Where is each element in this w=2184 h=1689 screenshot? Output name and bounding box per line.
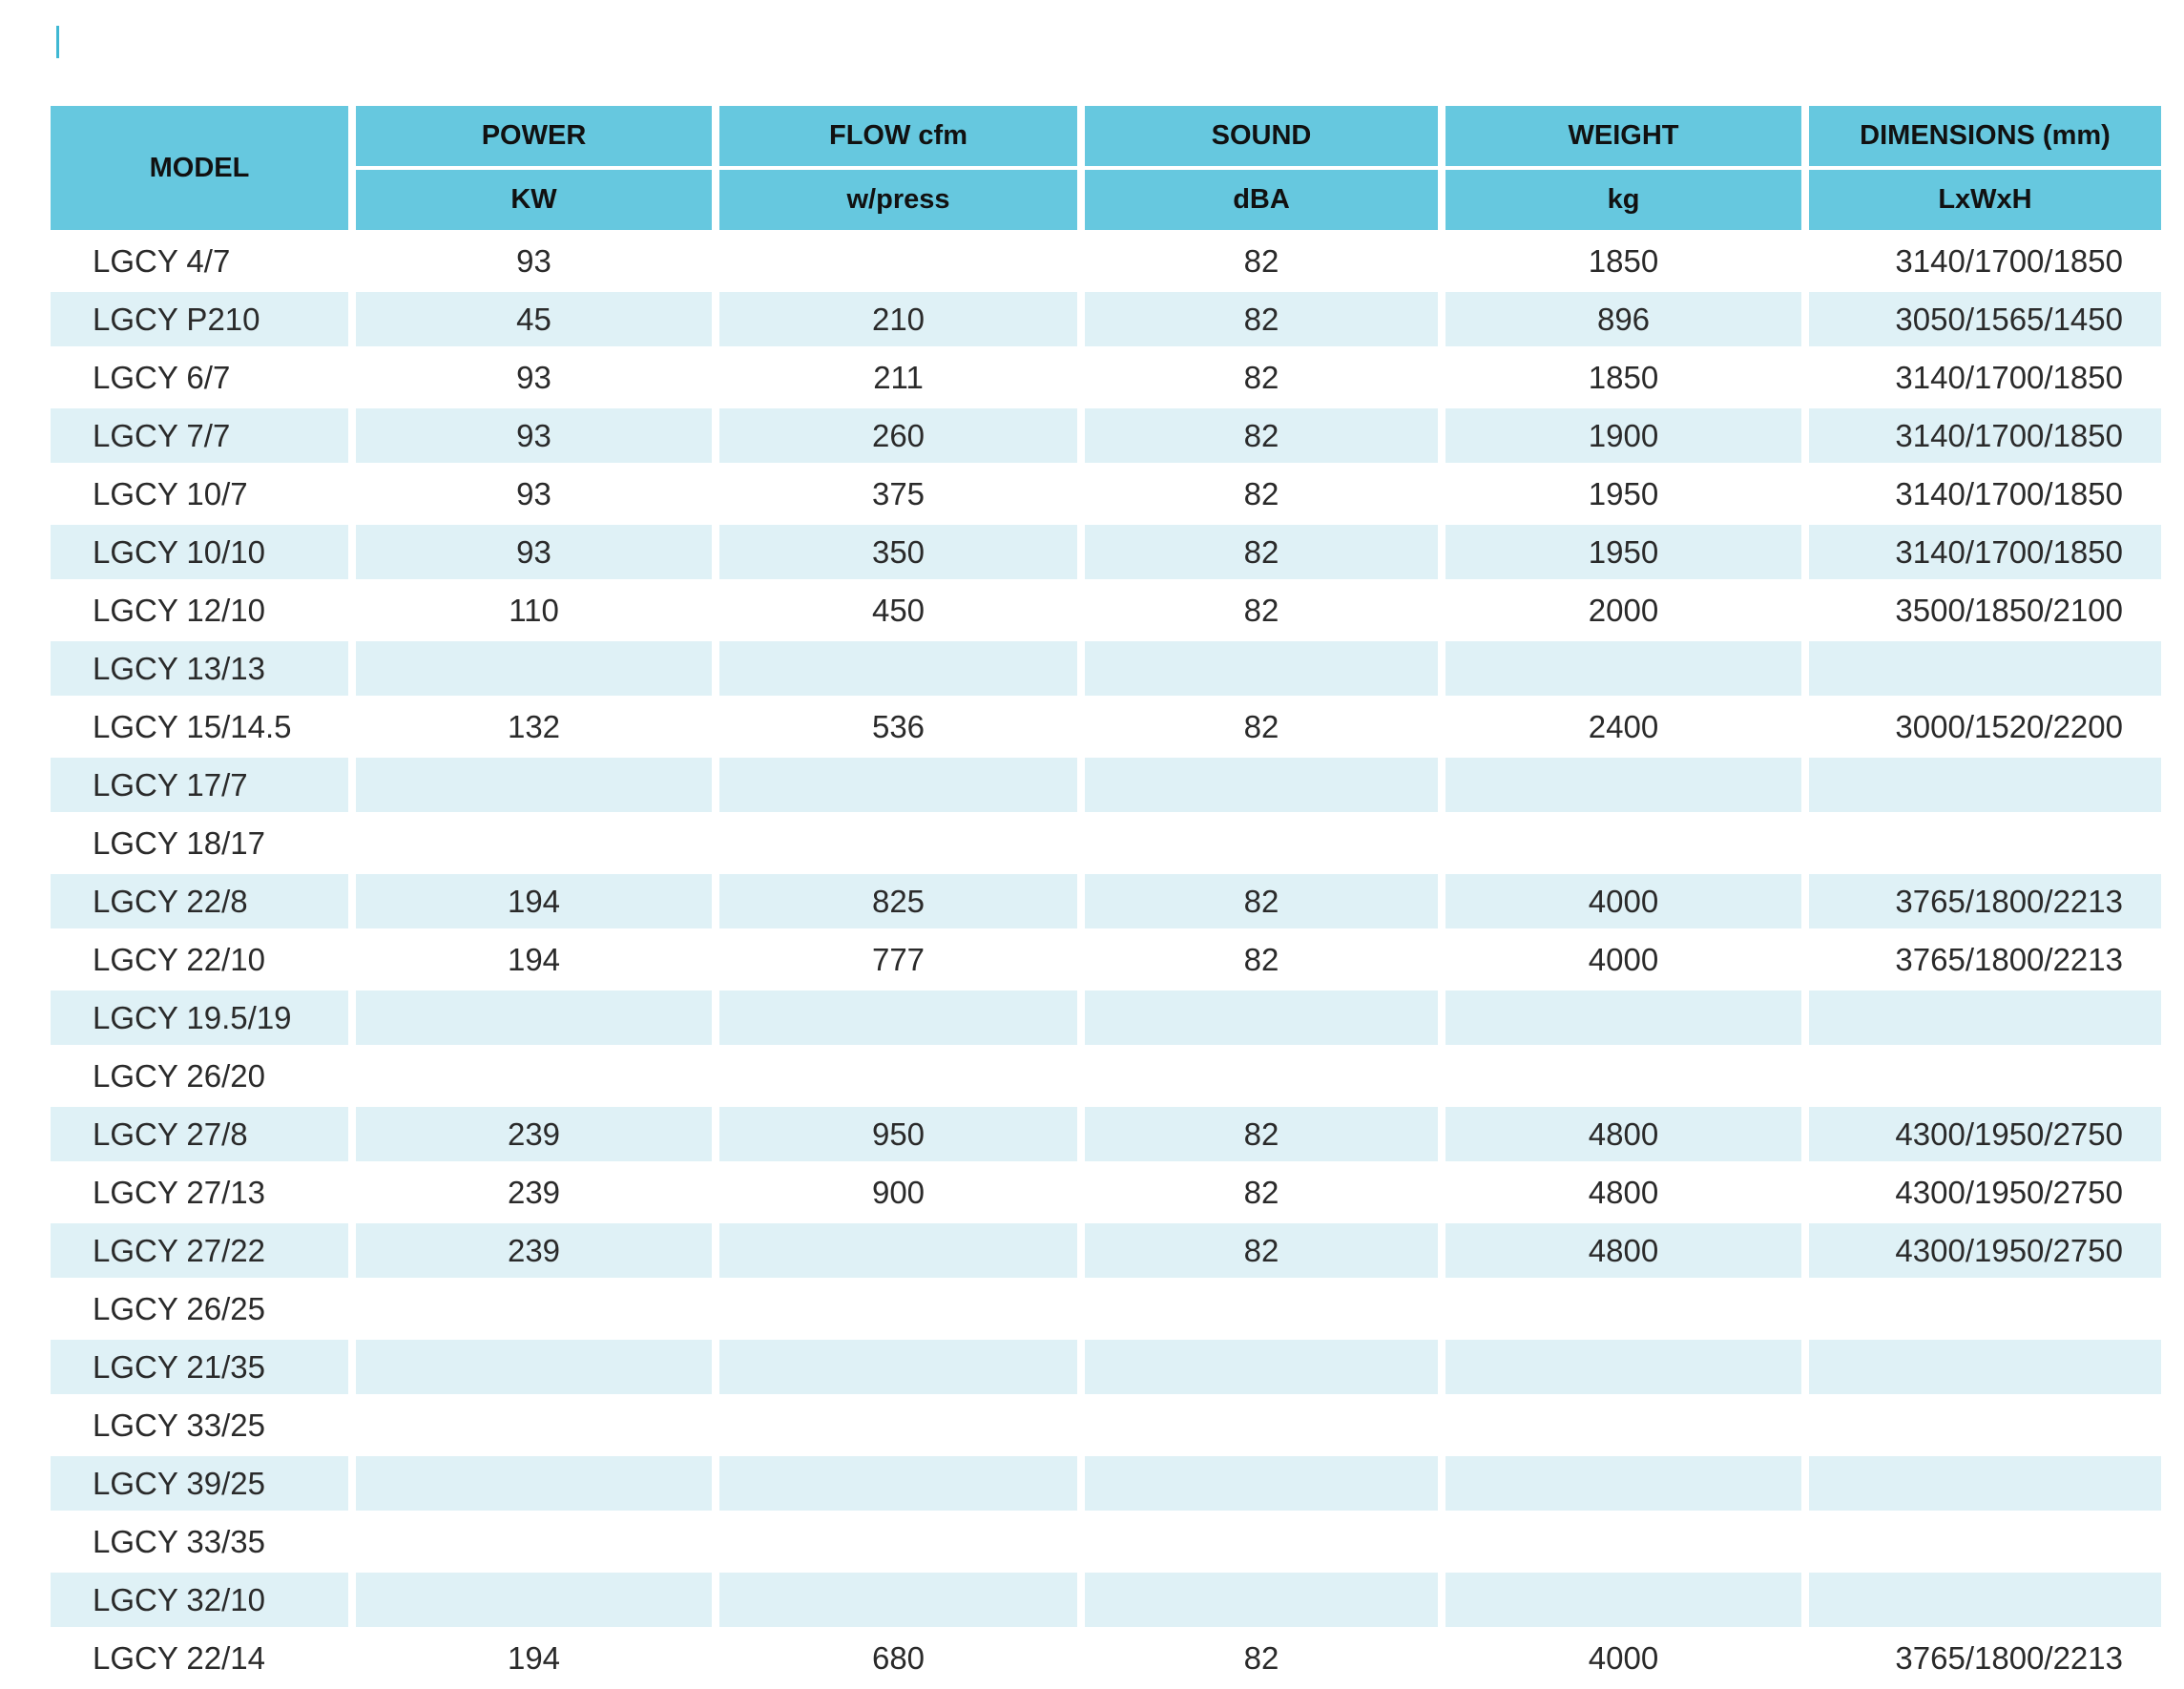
header-sound: SOUND: [1085, 106, 1438, 166]
cell-sound: 82: [1243, 475, 1279, 511]
cell-weight: [1446, 641, 1801, 696]
table-row: [51, 1514, 2161, 1569]
cell-model: LGCY 7/7: [51, 408, 348, 463]
table-row: [51, 525, 2161, 579]
header-row: [51, 106, 2161, 166]
cell-model: LGCY 19.5/19: [51, 990, 348, 1045]
cell-power: 45: [356, 292, 712, 346]
cell-weight: [1446, 1340, 1801, 1394]
table-row: [51, 583, 2161, 637]
cell-power: 239: [356, 1223, 712, 1278]
cell-flow: [719, 234, 1077, 288]
cell-flow: 680: [871, 1639, 926, 1676]
table-body: [51, 234, 2161, 1685]
cell-power: [356, 758, 712, 812]
header-flow: FLOW cfm: [719, 106, 1077, 166]
cell-flow: [719, 1398, 1077, 1452]
cell-flow: [719, 1049, 1077, 1103]
cell-flow: [719, 816, 1077, 870]
cell-power: [356, 1282, 712, 1336]
cell-model: LGCY 26/25: [93, 1290, 266, 1326]
cell-weight: 1950: [1446, 525, 1801, 579]
cell-dimensions: 3765/1800/2213: [1895, 1639, 2123, 1676]
cell-dimensions: 3000/1520/2200: [1895, 708, 2123, 744]
cell-dimensions: 4300/1950/2750: [1809, 1223, 2161, 1278]
cell-flow: 211: [873, 359, 924, 395]
cell-model: LGCY 33/25: [93, 1407, 266, 1443]
table-row: [51, 1107, 2161, 1161]
cell-flow: [719, 641, 1077, 696]
cell-model: LGCY 10/7: [93, 475, 248, 511]
cell-model: LGCY 18/17: [93, 824, 266, 861]
cell-sound: [1085, 1282, 1438, 1336]
cell-weight: 2400: [1588, 708, 1659, 744]
table-row: [51, 1340, 2161, 1394]
table-row: [51, 292, 2161, 346]
cell-dimensions: [1809, 1398, 2161, 1452]
cell-sound: [1085, 1398, 1438, 1452]
cell-sound: [1085, 641, 1438, 696]
cell-weight: 4800: [1446, 1107, 1801, 1161]
cell-sound: 82: [1085, 1223, 1438, 1278]
table-row: [51, 1573, 2161, 1627]
cell-power: [356, 1049, 712, 1103]
cell-weight: 4000: [1588, 1639, 1659, 1676]
cell-weight: 896: [1446, 292, 1801, 346]
cell-model: LGCY 39/25: [51, 1456, 348, 1511]
cell-model: LGCY 26/20: [93, 1057, 266, 1094]
cell-sound: [1085, 758, 1438, 812]
cell-dimensions: 4300/1950/2750: [1809, 1107, 2161, 1161]
table-row: [51, 816, 2161, 870]
cell-dimensions: 3500/1850/2100: [1895, 592, 2123, 628]
cell-dimensions: [1809, 641, 2161, 696]
unit-flow: w/press: [719, 170, 1077, 230]
cell-sound: 82: [1243, 708, 1279, 744]
cell-sound: 82: [1243, 359, 1279, 395]
cell-dimensions: 3765/1800/2213: [1895, 941, 2123, 977]
table-row: [51, 1049, 2161, 1103]
cell-power: 132: [507, 708, 561, 744]
cell-weight: [1446, 816, 1801, 870]
cell-model: LGCY 6/7: [93, 359, 231, 395]
cell-power: 239: [507, 1174, 561, 1210]
cell-sound: [1085, 1340, 1438, 1394]
cell-dimensions: [1809, 816, 2161, 870]
cell-weight: [1446, 1049, 1801, 1103]
cell-sound: 82: [1243, 592, 1279, 628]
cell-model: LGCY 22/8: [51, 874, 348, 928]
table-row: [51, 234, 2161, 288]
cell-power: 93: [516, 242, 551, 279]
cell-power: [356, 1514, 712, 1569]
cell-power: 194: [356, 874, 712, 928]
table-row: [51, 350, 2161, 405]
cell-dimensions: 3050/1565/1450: [1809, 292, 2161, 346]
cell-flow: 260: [719, 408, 1077, 463]
cell-dimensions: [1809, 758, 2161, 812]
table-row: [51, 1282, 2161, 1336]
cell-model: LGCY 17/7: [51, 758, 348, 812]
cell-model: LGCY 27/8: [51, 1107, 348, 1161]
cell-weight: 1950: [1588, 475, 1659, 511]
cell-power: 93: [356, 525, 712, 579]
cell-flow: [719, 1282, 1077, 1336]
cell-weight: 1850: [1588, 242, 1659, 279]
table-row: [51, 874, 2161, 928]
cell-weight: 1900: [1446, 408, 1801, 463]
cell-flow: [719, 1514, 1077, 1569]
cell-weight: 4800: [1588, 1174, 1659, 1210]
cell-power: 194: [507, 941, 561, 977]
cell-weight: [1446, 1282, 1801, 1336]
cell-flow: [719, 1223, 1077, 1278]
cell-weight: 4000: [1588, 941, 1659, 977]
cell-model: LGCY 4/7: [93, 242, 231, 279]
cell-dimensions: [1809, 990, 2161, 1045]
cell-dimensions: 3140/1700/1850: [1809, 525, 2161, 579]
table-row: [51, 1165, 2161, 1220]
cell-power: [356, 1340, 712, 1394]
cell-flow: [719, 758, 1077, 812]
table-row: [51, 1398, 2161, 1452]
cell-model: LGCY 12/10: [93, 592, 266, 628]
cell-dimensions: [1809, 1514, 2161, 1569]
table-header: [51, 106, 2161, 230]
unit-sound: dBA: [1085, 170, 1438, 230]
cell-sound: 82: [1243, 1174, 1279, 1210]
cell-flow: [719, 1573, 1077, 1627]
cell-dimensions: [1809, 1340, 2161, 1394]
table-row: [51, 467, 2161, 521]
cell-flow: 777: [871, 941, 926, 977]
cell-flow: [719, 1340, 1077, 1394]
cell-power: 93: [516, 475, 551, 511]
cell-power: [356, 641, 712, 696]
header-dimensions: DIMENSIONS (mm): [1809, 106, 2161, 166]
cell-power: 239: [356, 1107, 712, 1161]
cell-dimensions: 3140/1700/1850: [1895, 475, 2123, 511]
cell-flow: 375: [871, 475, 926, 511]
table-row: [51, 408, 2161, 463]
header-weight: WEIGHT: [1446, 106, 1801, 166]
cell-power: [356, 1398, 712, 1452]
cell-weight: [1446, 758, 1801, 812]
cell-flow: [719, 990, 1077, 1045]
cell-flow: 536: [871, 708, 926, 744]
cell-sound: 82: [1085, 292, 1438, 346]
cell-power: 194: [507, 1639, 561, 1676]
cell-model: LGCY 13/13: [51, 641, 348, 696]
cell-dimensions: 3140/1700/1850: [1809, 408, 2161, 463]
cell-flow: 450: [871, 592, 926, 628]
table-row: [51, 758, 2161, 812]
unit-dimensions: LxWxH: [1809, 170, 2161, 230]
cell-model: LGCY 15/14.5: [93, 708, 292, 744]
cell-sound: [1085, 816, 1438, 870]
cell-flow: 825: [719, 874, 1077, 928]
text-cursor-mark: [56, 26, 59, 58]
cell-sound: [1085, 990, 1438, 1045]
cell-model: LGCY 22/10: [93, 941, 266, 977]
cell-model: LGCY 27/22: [51, 1223, 348, 1278]
cell-weight: [1446, 1573, 1801, 1627]
cell-model: LGCY 33/35: [93, 1523, 266, 1559]
cell-sound: 82: [1243, 941, 1279, 977]
cell-dimensions: [1809, 1456, 2161, 1511]
cell-weight: 4800: [1446, 1223, 1801, 1278]
cell-weight: 4000: [1446, 874, 1801, 928]
cell-flow: 950: [719, 1107, 1077, 1161]
header-power: POWER: [356, 106, 712, 166]
cell-sound: 82: [1085, 874, 1438, 928]
cell-dimensions: 3140/1700/1850: [1895, 242, 2123, 279]
cell-model: LGCY 27/13: [93, 1174, 266, 1210]
cell-sound: 82: [1243, 242, 1279, 279]
cell-model: LGCY 10/10: [51, 525, 348, 579]
cell-flow: 900: [871, 1174, 926, 1210]
cell-power: [356, 1456, 712, 1511]
cell-model: LGCY P210: [51, 292, 348, 346]
cell-power: [356, 990, 712, 1045]
cell-sound: 82: [1243, 1639, 1279, 1676]
cell-model: LGCY 21/35: [51, 1340, 348, 1394]
cell-dimensions: 3140/1700/1850: [1895, 359, 2123, 395]
units-row: [51, 170, 2161, 230]
cell-sound: [1085, 1049, 1438, 1103]
cell-power: 93: [516, 359, 551, 395]
unit-weight: kg: [1446, 170, 1801, 230]
cell-sound: [1085, 1514, 1438, 1569]
cell-dimensions: 4300/1950/2750: [1895, 1174, 2123, 1210]
cell-power: [356, 1573, 712, 1627]
cell-sound: [1085, 1573, 1438, 1627]
cell-weight: [1446, 1398, 1801, 1452]
unit-power: KW: [356, 170, 712, 230]
cell-weight: 1850: [1588, 359, 1659, 395]
table-row: [51, 1456, 2161, 1511]
cell-weight: [1446, 990, 1801, 1045]
cell-dimensions: [1809, 1573, 2161, 1627]
table-row: [51, 1631, 2161, 1685]
cell-flow: [719, 1456, 1077, 1511]
cell-flow: 210: [719, 292, 1077, 346]
cell-sound: 82: [1085, 525, 1438, 579]
table-row: [51, 990, 2161, 1045]
cell-weight: 2000: [1588, 592, 1659, 628]
cell-sound: 82: [1085, 1107, 1438, 1161]
cell-sound: [1085, 1456, 1438, 1511]
cell-power: 110: [509, 592, 559, 628]
cell-model: LGCY 22/14: [93, 1639, 266, 1676]
table-row: [51, 1223, 2161, 1278]
cell-power: 93: [356, 408, 712, 463]
cell-flow: 350: [719, 525, 1077, 579]
cell-dimensions: [1809, 1049, 2161, 1103]
cell-model: LGCY 32/10: [51, 1573, 348, 1627]
cell-weight: [1446, 1514, 1801, 1569]
cell-dimensions: 3765/1800/2213: [1809, 874, 2161, 928]
table-row: [51, 932, 2161, 987]
cell-power: [356, 816, 712, 870]
cell-sound: 82: [1085, 408, 1438, 463]
table-row: [51, 641, 2161, 696]
cell-weight: [1446, 1456, 1801, 1511]
specifications-table: [43, 102, 2169, 1689]
table-row: [51, 699, 2161, 754]
header-model: MODEL: [51, 106, 348, 230]
cell-dimensions: [1809, 1282, 2161, 1336]
